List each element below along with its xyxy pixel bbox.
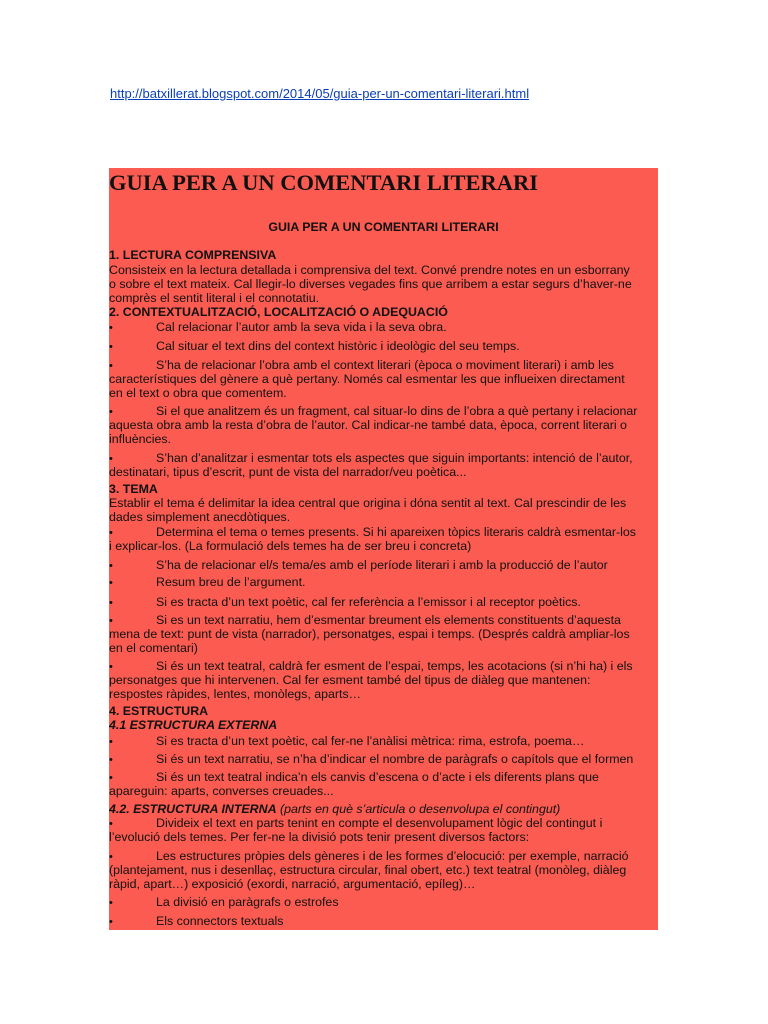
source-link[interactable]: http://batxillerat.blogspot.com/2014/05/guia-per-un-comentari-literari.html — [110, 86, 530, 101]
paragraph-line: en el text o obra que comentem. — [109, 386, 287, 400]
paragraph-line: (plantejament, nus i desenllaç, estructura circular, final obert, etc.) text teatral (monòleg, diàleg — [109, 863, 627, 877]
bullet-item — [109, 734, 584, 750]
bullet-icon: • — [109, 897, 113, 909]
paragraph-line: apareguin: aparts, converses creuades... — [109, 784, 334, 798]
bullet-item — [109, 895, 339, 911]
bullet-icon: • — [109, 754, 113, 766]
bullet-icon: • — [109, 772, 113, 784]
bullet-text: S’ha de relacionar el/s tema/es amb el període literari i amb la producció de l’autor — [156, 558, 608, 572]
bullet-text: Si és un text teatral indica’n els canvis d’escena o d’acte i els diferents plans que — [156, 770, 599, 784]
paragraph-line: i explicar-los. (La formulació dels temes ha de ser breu i concreta) — [109, 539, 472, 553]
bullet-text: Si es tracta d’un text poètic, cal fer-ne l’anàlisi mètrica: rima, estrofa, poema… — [156, 734, 585, 748]
subsection-heading-note: (parts en què s’articula o desenvolupa el contingut) — [276, 802, 561, 816]
bullet-text: Determina el tema o temes presents. Si hi apareixen tòpics literaris caldrà esmentar-los — [156, 525, 636, 539]
paragraph-line: aquesta obra amb la resta d’obra de l’autor. Cal indicar-ne també data, època, corrent literari o — [109, 418, 627, 432]
section-heading: 1. LECTURA COMPRENSIVA — [109, 248, 277, 262]
paragraph-line: respostes ràpides, lentes, monòlegs, aparts… — [109, 687, 362, 701]
subsection-heading-label: 4.2. ESTRUCTURA INTERNA — [109, 802, 277, 816]
bullet-text: La divisió en paràgrafs o estrofes — [156, 895, 339, 909]
bullet-text: Cal situar el text dins del context històric i ideològic del seu temps. — [156, 339, 520, 353]
section-heading: 3. TEMA — [109, 482, 158, 496]
bullet-text: Si és un text teatral, caldrà fer esment de l’espai, temps, les acotacions (si n’hi ha) i els — [156, 659, 633, 673]
bullet-icon: • — [109, 597, 113, 609]
document-panel — [109, 168, 658, 930]
bullet-item — [109, 320, 447, 336]
bullet-item — [109, 575, 305, 591]
bullet-text: Si el que analitzem és un fragment, cal situar-lo dins de l’obra a què pertany i relacionar — [156, 404, 638, 418]
paragraph-line: mena de text: punt de vista (narrador), personatges, espai i temps. (Després caldrà ampliar-los — [109, 627, 630, 641]
bullet-text: Resum breu de l’argument. — [156, 575, 306, 589]
paragraph-line: Consisteix en la lectura detallada i comprensiva del text. Convé prendre notes en un esborrany — [109, 263, 630, 277]
bullet-icon: • — [109, 661, 113, 673]
paragraph-line: o sobre el text mateix. Cal llegir-lo diverses vegades fins que arribem a estar segurs d’haver-ne — [109, 277, 632, 291]
paragraph-line: personatges que hi intervenen. Cal fer esment també del tipus de diàleg que mantenen: — [109, 673, 591, 687]
bullet-text: Si es tracta d’un text poètic, cal fer referència a l’emissor i al receptor poètics. — [156, 595, 581, 609]
bullet-text: Els connectors textuals — [156, 914, 284, 928]
bullet-icon: • — [109, 322, 113, 334]
document-subtitle: GUIA PER A UN COMENTARI LITERARI — [268, 220, 499, 234]
bullet-item — [109, 752, 633, 768]
bullet-item — [109, 558, 608, 574]
bullet-text: Si es un text narratiu, hem d’esmentar breument els elements constituents d’aquesta — [156, 613, 621, 627]
bullet-icon: • — [109, 818, 113, 830]
bullet-text: Cal relacionar l’autor amb la seva vida i la seva obra. — [156, 320, 447, 334]
page-title: GUIA PER A UN COMENTARI LITERARI — [109, 170, 539, 195]
bullet-icon: • — [109, 577, 113, 589]
bullet-icon: • — [109, 851, 113, 863]
paragraph-line: ràpid, apart…) exposició (exordi, narració, argumentació, epíleg)… — [109, 877, 476, 891]
bullet-icon: • — [109, 736, 113, 748]
paragraph-line: destinatari, tipus d’escrit, punt de vista del narrador/veu poètica... — [109, 465, 467, 479]
bullet-icon: • — [109, 341, 113, 353]
bullet-item — [109, 914, 283, 930]
paragraph-line: dades simplement anecdòtiques. — [109, 510, 291, 524]
section-heading: 4. ESTRUCTURA — [109, 704, 209, 718]
bullet-icon: • — [109, 527, 113, 539]
bullet-text: S’han d’analitzar i esmentar tots els aspectes que siguin importants: intenció de l’autor, — [156, 451, 633, 465]
section-heading: 2. CONTEXTUALITZACIÓ, LOCALITZACIÓ O ADEQUACIÓ — [109, 305, 448, 319]
subsection-heading-label: 4.1 ESTRUCTURA EXTERNA — [109, 718, 278, 732]
paragraph-line: Establir el tema é delimitar la idea central que origina i dóna sentit al text. Cal prescindir de les — [109, 496, 627, 510]
bullet-icon: • — [109, 453, 113, 465]
bullet-item — [109, 595, 581, 611]
bullet-icon: • — [109, 360, 113, 372]
paragraph-line: característiques del gènere a què pertany. Només cal esmentar les que influeixen directament — [109, 372, 625, 386]
paragraph-line: influències. — [109, 432, 171, 446]
bullet-item — [109, 339, 520, 355]
paragraph-line: comprès el sentit literal i el connotatiu. — [109, 291, 320, 305]
bullet-icon: • — [109, 560, 113, 572]
bullet-text: S’ha de relacionar l’obra amb el context literari (època o moviment literari) i amb les — [156, 358, 614, 372]
bullet-icon: • — [109, 615, 113, 627]
paragraph-line: l’evolució dels temes. Per fer-ne la divisió pots tenir present diversos factors: — [109, 830, 530, 844]
bullet-icon: • — [109, 916, 113, 928]
paragraph-line: en el comentari) — [109, 641, 198, 655]
bullet-text: Les estructures pròpies dels gèneres i de les formes d’elocució: per exemple, narració — [156, 849, 629, 863]
bullet-text: Divideix el text en parts tenint en compte el desenvolupament lògic del contingut i — [156, 816, 603, 830]
subsection-heading — [109, 802, 560, 817]
bullet-icon: • — [109, 406, 113, 418]
subsection-heading — [109, 718, 277, 733]
bullet-text: Si és un text narratiu, se n’ha d’indicar el nombre de paràgrafs o capítols que el formen — [156, 752, 634, 766]
